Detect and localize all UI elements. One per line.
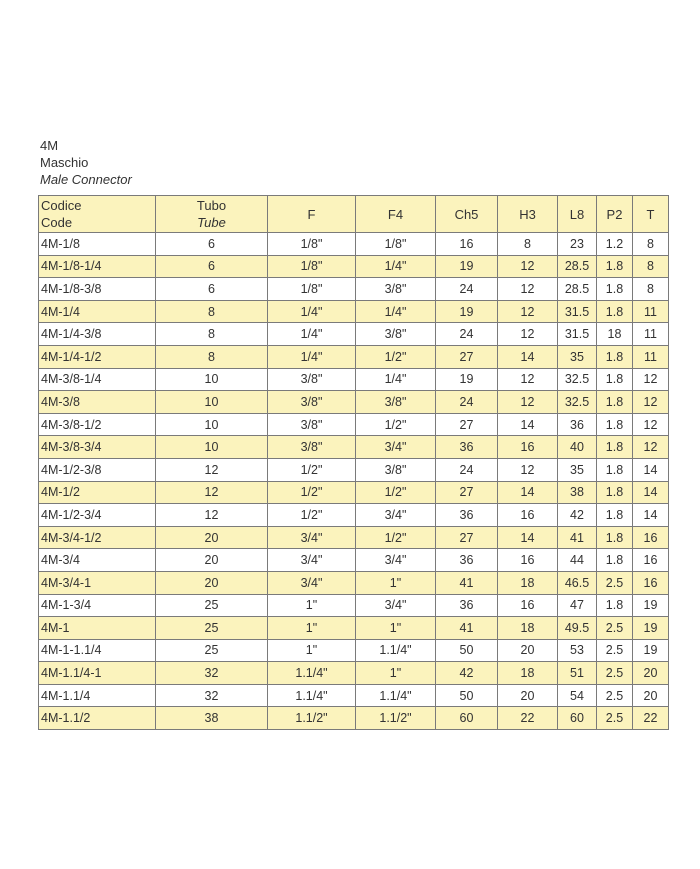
cell-t: 16 xyxy=(633,526,669,549)
cell-ch5: 36 xyxy=(436,504,498,527)
cell-ch5: 50 xyxy=(436,639,498,662)
heading xyxy=(40,137,132,188)
cell-f: 1/4" xyxy=(268,345,356,368)
cell-tube: 25 xyxy=(156,639,268,662)
cell-tube: 20 xyxy=(156,549,268,572)
cell-tube: 32 xyxy=(156,684,268,707)
cell-h3: 12 xyxy=(498,391,558,414)
cell-code: 4M-1.1/2 xyxy=(39,707,156,730)
cell-ch5: 36 xyxy=(436,549,498,572)
cell-ch5: 36 xyxy=(436,594,498,617)
cell-h3: 14 xyxy=(498,481,558,504)
cell-f: 3/8" xyxy=(268,368,356,391)
cell-tube: 10 xyxy=(156,391,268,414)
cell-p2: 2.5 xyxy=(597,571,633,594)
cell-h3: 18 xyxy=(498,662,558,685)
cell-ch5: 60 xyxy=(436,707,498,730)
cell-h3: 14 xyxy=(498,413,558,436)
cell-l8: 49.5 xyxy=(558,617,597,640)
cell-f4: 1" xyxy=(356,662,436,685)
header-f: F xyxy=(268,196,356,233)
cell-p2: 1.8 xyxy=(597,458,633,481)
cell-h3: 20 xyxy=(498,639,558,662)
cell-p2: 18 xyxy=(597,323,633,346)
cell-tube: 10 xyxy=(156,413,268,436)
cell-tube: 8 xyxy=(156,345,268,368)
cell-tube: 10 xyxy=(156,436,268,459)
cell-f: 1/8" xyxy=(268,278,356,301)
cell-code: 4M-1.1/4-1 xyxy=(39,662,156,685)
cell-tube: 10 xyxy=(156,368,268,391)
cell-f: 1.1/2" xyxy=(268,707,356,730)
cell-f: 3/4" xyxy=(268,526,356,549)
table-row xyxy=(39,662,669,685)
cell-t: 12 xyxy=(633,436,669,459)
cell-f: 3/8" xyxy=(268,391,356,414)
header-l8: L8 xyxy=(558,196,597,233)
header-f4: F4 xyxy=(356,196,436,233)
cell-p2: 1.8 xyxy=(597,391,633,414)
cell-ch5: 19 xyxy=(436,368,498,391)
cell-p2: 1.8 xyxy=(597,255,633,278)
table-row xyxy=(39,594,669,617)
cell-h3: 16 xyxy=(498,549,558,572)
cell-code: 4M-1/8 xyxy=(39,233,156,256)
cell-ch5: 19 xyxy=(436,255,498,278)
cell-ch5: 50 xyxy=(436,684,498,707)
table-row xyxy=(39,368,669,391)
table-row xyxy=(39,571,669,594)
cell-l8: 53 xyxy=(558,639,597,662)
cell-h3: 12 xyxy=(498,323,558,346)
cell-l8: 41 xyxy=(558,526,597,549)
cell-l8: 35 xyxy=(558,458,597,481)
cell-h3: 22 xyxy=(498,707,558,730)
cell-code: 4M-1/4-3/8 xyxy=(39,323,156,346)
cell-l8: 36 xyxy=(558,413,597,436)
table-row xyxy=(39,504,669,527)
cell-code: 4M-1-1.1/4 xyxy=(39,639,156,662)
cell-f: 3/8" xyxy=(268,436,356,459)
cell-code: 4M-3/8-1/2 xyxy=(39,413,156,436)
cell-l8: 32.5 xyxy=(558,391,597,414)
cell-tube: 8 xyxy=(156,323,268,346)
cell-h3: 8 xyxy=(498,233,558,256)
cell-tube: 25 xyxy=(156,617,268,640)
cell-f: 1/2" xyxy=(268,504,356,527)
table-row xyxy=(39,300,669,323)
cell-t: 12 xyxy=(633,413,669,436)
cell-l8: 38 xyxy=(558,481,597,504)
table-row xyxy=(39,391,669,414)
cell-l8: 23 xyxy=(558,233,597,256)
table-row xyxy=(39,323,669,346)
cell-h3: 16 xyxy=(498,436,558,459)
table-row xyxy=(39,413,669,436)
cell-tube: 32 xyxy=(156,662,268,685)
cell-h3: 12 xyxy=(498,255,558,278)
cell-t: 12 xyxy=(633,368,669,391)
cell-f4: 1" xyxy=(356,617,436,640)
cell-f4: 1/4" xyxy=(356,300,436,323)
header-tube-english: Tube xyxy=(197,215,226,230)
cell-l8: 60 xyxy=(558,707,597,730)
cell-h3: 18 xyxy=(498,571,558,594)
cell-t: 8 xyxy=(633,233,669,256)
cell-tube: 12 xyxy=(156,481,268,504)
cell-f4: 1.1/2" xyxy=(356,707,436,730)
cell-l8: 42 xyxy=(558,504,597,527)
cell-tube: 12 xyxy=(156,504,268,527)
cell-f: 3/4" xyxy=(268,571,356,594)
cell-p2: 2.5 xyxy=(597,639,633,662)
cell-f4: 3/4" xyxy=(356,594,436,617)
cell-t: 20 xyxy=(633,684,669,707)
header-t: T xyxy=(633,196,669,233)
cell-h3: 12 xyxy=(498,278,558,301)
cell-tube: 20 xyxy=(156,526,268,549)
cell-code: 4M-1/2-3/4 xyxy=(39,504,156,527)
cell-code: 4M-1.1/4 xyxy=(39,684,156,707)
cell-p2: 1.8 xyxy=(597,594,633,617)
cell-h3: 16 xyxy=(498,504,558,527)
table-row xyxy=(39,436,669,459)
cell-p2: 1.8 xyxy=(597,481,633,504)
cell-p2: 1.8 xyxy=(597,413,633,436)
cell-ch5: 24 xyxy=(436,458,498,481)
product-name-english: Male Connector xyxy=(40,172,132,187)
table-row xyxy=(39,233,669,256)
cell-ch5: 27 xyxy=(436,413,498,436)
cell-ch5: 42 xyxy=(436,662,498,685)
cell-f: 1/8" xyxy=(268,255,356,278)
table-row xyxy=(39,345,669,368)
cell-t: 20 xyxy=(633,662,669,685)
table-row xyxy=(39,526,669,549)
cell-ch5: 24 xyxy=(436,323,498,346)
cell-ch5: 41 xyxy=(436,617,498,640)
cell-f4: 1/4" xyxy=(356,368,436,391)
cell-f4: 3/4" xyxy=(356,504,436,527)
cell-code: 4M-3/4-1 xyxy=(39,571,156,594)
cell-p2: 1.2 xyxy=(597,233,633,256)
cell-f: 1/2" xyxy=(268,481,356,504)
cell-p2: 1.8 xyxy=(597,526,633,549)
cell-l8: 47 xyxy=(558,594,597,617)
cell-l8: 28.5 xyxy=(558,255,597,278)
cell-code: 4M-3/8-3/4 xyxy=(39,436,156,459)
cell-t: 19 xyxy=(633,639,669,662)
cell-f: 3/8" xyxy=(268,413,356,436)
cell-f: 1" xyxy=(268,594,356,617)
cell-h3: 14 xyxy=(498,345,558,368)
cell-tube: 12 xyxy=(156,458,268,481)
cell-code: 4M-3/8 xyxy=(39,391,156,414)
cell-f4: 1" xyxy=(356,571,436,594)
cell-t: 14 xyxy=(633,458,669,481)
table-row xyxy=(39,458,669,481)
cell-l8: 44 xyxy=(558,549,597,572)
cell-code: 4M-1/2-3/8 xyxy=(39,458,156,481)
cell-l8: 46.5 xyxy=(558,571,597,594)
product-code: 4M xyxy=(40,138,59,153)
cell-h3: 12 xyxy=(498,300,558,323)
cell-f4: 3/8" xyxy=(356,278,436,301)
table-row xyxy=(39,684,669,707)
cell-ch5: 36 xyxy=(436,436,498,459)
cell-code: 4M-1/2 xyxy=(39,481,156,504)
header-h3: H3 xyxy=(498,196,558,233)
cell-f4: 1/8" xyxy=(356,233,436,256)
cell-t: 14 xyxy=(633,481,669,504)
table-row xyxy=(39,617,669,640)
header-tube xyxy=(156,196,268,233)
cell-h3: 18 xyxy=(498,617,558,640)
cell-f4: 1/2" xyxy=(356,413,436,436)
cell-f4: 1/2" xyxy=(356,526,436,549)
cell-tube: 6 xyxy=(156,255,268,278)
cell-p2: 1.8 xyxy=(597,504,633,527)
cell-ch5: 41 xyxy=(436,571,498,594)
cell-t: 16 xyxy=(633,571,669,594)
cell-t: 14 xyxy=(633,504,669,527)
cell-tube: 6 xyxy=(156,233,268,256)
cell-f4: 1/2" xyxy=(356,345,436,368)
header-row xyxy=(39,196,669,233)
cell-l8: 32.5 xyxy=(558,368,597,391)
cell-f4: 3/8" xyxy=(356,391,436,414)
cell-f4: 1/4" xyxy=(356,255,436,278)
cell-f: 1.1/4" xyxy=(268,684,356,707)
table-row xyxy=(39,549,669,572)
cell-tube: 20 xyxy=(156,571,268,594)
cell-f: 1/4" xyxy=(268,300,356,323)
cell-l8: 54 xyxy=(558,684,597,707)
cell-p2: 2.5 xyxy=(597,617,633,640)
cell-h3: 14 xyxy=(498,526,558,549)
cell-p2: 2.5 xyxy=(597,662,633,685)
cell-code: 4M-1-3/4 xyxy=(39,594,156,617)
cell-l8: 35 xyxy=(558,345,597,368)
cell-p2: 1.8 xyxy=(597,368,633,391)
cell-ch5: 27 xyxy=(436,481,498,504)
header-p2: P2 xyxy=(597,196,633,233)
table-row xyxy=(39,278,669,301)
table-row xyxy=(39,639,669,662)
cell-f4: 1/2" xyxy=(356,481,436,504)
cell-code: 4M-1/4-1/2 xyxy=(39,345,156,368)
cell-t: 11 xyxy=(633,300,669,323)
cell-ch5: 27 xyxy=(436,345,498,368)
cell-l8: 31.5 xyxy=(558,323,597,346)
cell-code: 4M-3/8-1/4 xyxy=(39,368,156,391)
cell-ch5: 27 xyxy=(436,526,498,549)
cell-p2: 1.8 xyxy=(597,278,633,301)
cell-f4: 3/8" xyxy=(356,458,436,481)
cell-f: 1/2" xyxy=(268,458,356,481)
cell-h3: 12 xyxy=(498,458,558,481)
table-row xyxy=(39,707,669,730)
cell-p2: 2.5 xyxy=(597,707,633,730)
header-code xyxy=(39,196,156,233)
header-tube-italian: Tubo xyxy=(196,198,227,213)
cell-p2: 1.8 xyxy=(597,300,633,323)
cell-t: 8 xyxy=(633,278,669,301)
cell-tube: 6 xyxy=(156,278,268,301)
cell-ch5: 24 xyxy=(436,391,498,414)
cell-p2: 1.8 xyxy=(597,436,633,459)
cell-ch5: 19 xyxy=(436,300,498,323)
spec-table xyxy=(38,195,669,730)
cell-f4: 3/4" xyxy=(356,549,436,572)
header-ch5: Ch5 xyxy=(436,196,498,233)
cell-f4: 3/8" xyxy=(356,323,436,346)
table-body xyxy=(39,233,669,730)
cell-t: 12 xyxy=(633,391,669,414)
cell-f4: 3/4" xyxy=(356,436,436,459)
product-name-italian: Maschio xyxy=(40,155,89,170)
table-row xyxy=(39,481,669,504)
cell-l8: 31.5 xyxy=(558,300,597,323)
cell-p2: 1.8 xyxy=(597,345,633,368)
cell-p2: 1.8 xyxy=(597,549,633,572)
cell-code: 4M-1/8-3/8 xyxy=(39,278,156,301)
cell-code: 4M-3/4-1/2 xyxy=(39,526,156,549)
cell-t: 11 xyxy=(633,323,669,346)
cell-f: 1" xyxy=(268,617,356,640)
cell-l8: 51 xyxy=(558,662,597,685)
cell-t: 16 xyxy=(633,549,669,572)
cell-f: 1/8" xyxy=(268,233,356,256)
cell-p2: 2.5 xyxy=(597,684,633,707)
cell-t: 11 xyxy=(633,345,669,368)
cell-h3: 16 xyxy=(498,594,558,617)
cell-t: 8 xyxy=(633,255,669,278)
cell-t: 19 xyxy=(633,617,669,640)
table-header xyxy=(39,196,669,233)
cell-l8: 40 xyxy=(558,436,597,459)
cell-h3: 20 xyxy=(498,684,558,707)
cell-h3: 12 xyxy=(498,368,558,391)
table-row xyxy=(39,255,669,278)
cell-code: 4M-1/4 xyxy=(39,300,156,323)
cell-f: 1/4" xyxy=(268,323,356,346)
cell-code: 4M-1/8-1/4 xyxy=(39,255,156,278)
cell-code: 4M-1 xyxy=(39,617,156,640)
cell-ch5: 16 xyxy=(436,233,498,256)
cell-t: 19 xyxy=(633,594,669,617)
cell-t: 22 xyxy=(633,707,669,730)
cell-f: 1.1/4" xyxy=(268,662,356,685)
header-code-english: Code xyxy=(41,215,73,230)
cell-f: 3/4" xyxy=(268,549,356,572)
cell-f4: 1.1/4" xyxy=(356,639,436,662)
cell-tube: 25 xyxy=(156,594,268,617)
cell-tube: 38 xyxy=(156,707,268,730)
cell-ch5: 24 xyxy=(436,278,498,301)
cell-tube: 8 xyxy=(156,300,268,323)
cell-l8: 28.5 xyxy=(558,278,597,301)
cell-f: 1" xyxy=(268,639,356,662)
header-code-italian: Codice xyxy=(41,198,82,213)
cell-f4: 1.1/4" xyxy=(356,684,436,707)
cell-code: 4M-3/4 xyxy=(39,549,156,572)
